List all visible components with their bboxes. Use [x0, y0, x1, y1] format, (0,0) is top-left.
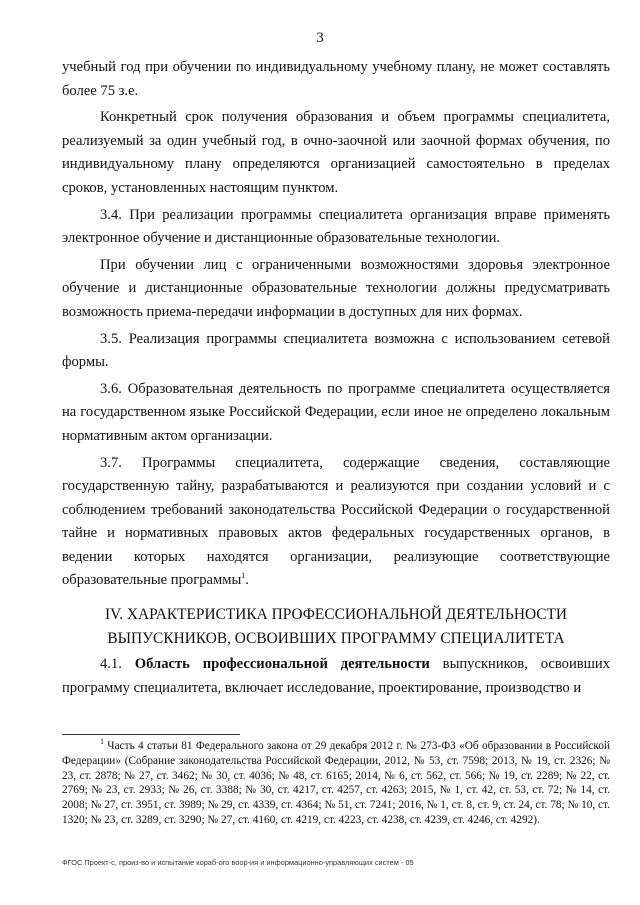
footnote-marker: 1 — [100, 737, 104, 747]
paragraph: При обучении лиц с ограниченными возможностями здоровья электронное обучение и дистанционные образовательные технологии должны предусматривать возможность приема-передачи информации в доступных для них формах. — [62, 256, 610, 320]
section-heading-line: ВЫПУСКНИКОВ, ОСВОИВШИХ ПРОГРАММУ СПЕЦИАЛИТЕТА — [107, 630, 565, 647]
footnote-body: Часть 4 статьи 81 Федерального закона от 29 декабря 2012 г. № 273-ФЗ «Об образовании в Российской Федерации» (Собрание законодательства Российской Федерации, 2012, № 53, ст. 7598; 2013, № 19, ст. 2326; № 23, ст. 2878; № 27, ст. 3462; № 30, ст. 4036; № 48, ст. 6165; 2014, № 6, ст. 562, ст. 566; № 19, ст. 2289; № 22, ст. 2769; № 23, ст. 2933; № 26, ст. 3388; № 30, ст. 4217, ст. 4257, ст. 4263; 2015, № 1, ст. 42, ст. 53, ст. 72; № 14, ст. 2008; № 27, ст. 3951, ст. 3989; № 29, ст. 4339, ст. 4364; № 51, ст. 7241; 2016, № 1, ст. 8, ст. 9, ст. 24, ст. 78; № 10, ст. 1320; № 23, ст. 3289, ст. 3290; № 27, ст. 4160, ст. 4219, ст. 4223, ст. 4238, ст. 4239, ст. 4246, ст. 4292). — [62, 740, 610, 826]
section-heading — [62, 603, 610, 651]
paragraph-text: выпускников, освоивших программу специалитета, включает исследование, проектирование, производство и — [62, 656, 610, 696]
paragraph: 3.4. При реализации программы специалитета организация вправе применять электронное обучение и дистанционные образовательные технологии. — [62, 206, 610, 247]
footnote — [62, 739, 610, 828]
paragraph: 3.5. Реализация программы специалитета возможна с использованием сетевой формы. — [62, 330, 610, 371]
footnote-text — [62, 739, 610, 828]
footnote-separator — [62, 734, 240, 735]
paragraph-tail: . — [245, 572, 249, 589]
page-number: 3 — [316, 30, 324, 46]
body-text — [62, 56, 610, 596]
section-heading-line: IV. ХАРАКТЕРИСТИКА ПРОФЕССИОНАЛЬНОЙ ДЕЯТЕЛЬНОСТИ — [104, 606, 568, 623]
section-text — [62, 653, 610, 700]
clause-number: 4.1. — [100, 656, 122, 672]
paragraph: 3.6. Образовательная деятельность по программе специалитета осуществляется на государственном языке Российской Федерации, если иное не определено локальным нормативным актом организации. — [62, 380, 610, 444]
footnote-reference[interactable]: 1 — [241, 571, 246, 581]
bold-term: Область профессиональной деятельности — [134, 656, 430, 672]
paragraph — [62, 653, 610, 700]
paragraph — [62, 452, 610, 594]
paragraph-text: 3.7. Программы специалитета, содержащие сведения, составляющие государственную тайну, разрабатываются и реализуются при создании условий и с соблюдением требований законодательства Российской Федерации о государственной тайне и нормативных правовых актов федеральных государственных органов, в ведении которых находятся организации, реализующие соответствующие образовательные программы — [62, 454, 610, 589]
paragraph: учебный год при обучении по индивидуальному учебному плану, не может составлять более 75 з.е. — [62, 59, 610, 99]
paragraph: Конкретный срок получения образования и объем программы специалитета, реализуемый за один учебный год, в очно-заочной или заочной формах обучения, по индивидуальному плану определяются организацией самостоятельно в пределах сроков, установленных настоящим пунктом. — [62, 109, 610, 196]
page-footer: ФГОС Проект-с, произ-во и испытание кораб-ого воор-ия и информационно-управляющих систем - 05 — [62, 858, 414, 867]
